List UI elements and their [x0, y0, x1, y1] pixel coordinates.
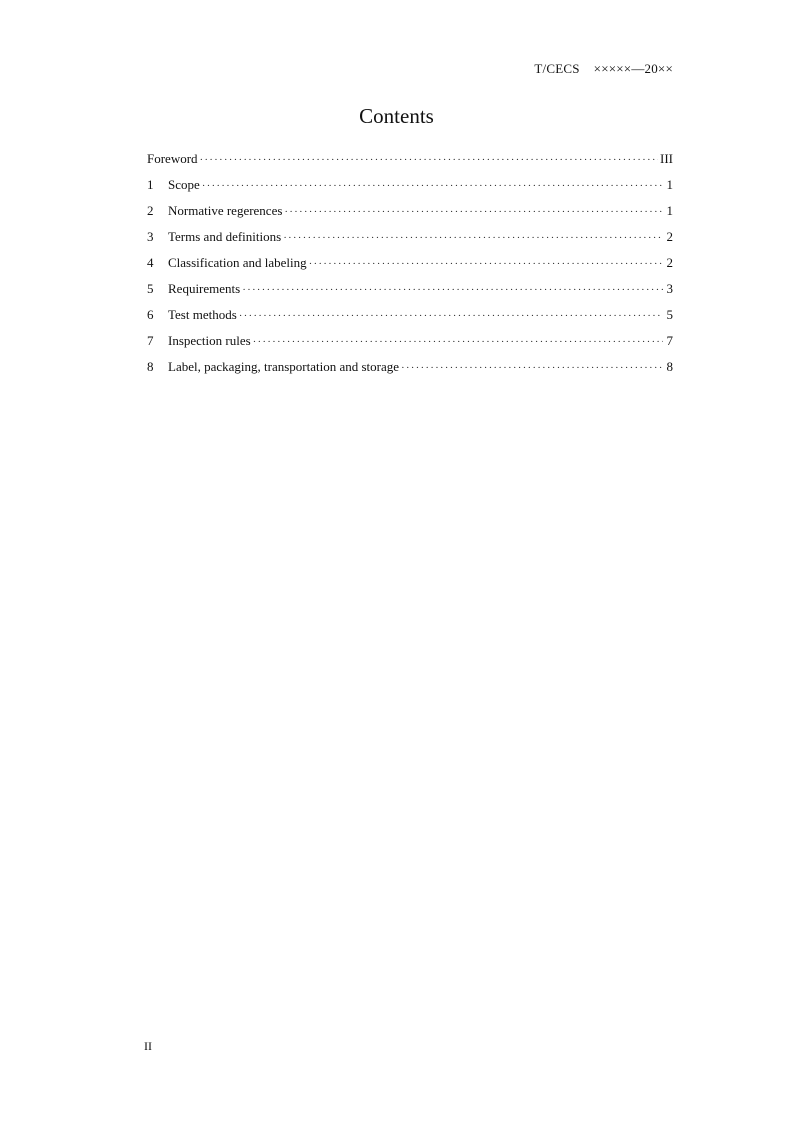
toc-entry-number: 7: [147, 333, 154, 348]
toc-entry-label: Label, packaging, transportation and storage: [168, 359, 400, 374]
toc-entry-number: 5: [147, 281, 154, 296]
toc-entry-number: 6: [147, 307, 154, 322]
toc-entry-test-methods[interactable]: [147, 307, 673, 333]
toc-entry-inspection-rules[interactable]: [147, 333, 673, 359]
standard-id: ×××××—20××: [593, 61, 673, 76]
toc-entry-label: Terms and definitions: [168, 229, 282, 244]
toc-entry-label: Scope: [168, 177, 200, 192]
toc-entry-label: Inspection rules: [168, 333, 251, 348]
toc-entry-page: 8: [666, 359, 673, 374]
toc-entry-label: Test methods: [168, 307, 237, 322]
toc-entry-number: 1: [147, 177, 154, 192]
page-number: II: [144, 1039, 152, 1053]
toc-entry-page: 2: [666, 255, 673, 270]
org-code: T/CECS: [534, 61, 580, 76]
toc-entry-page: 2: [666, 229, 673, 244]
toc-leader-dots: [309, 258, 663, 270]
toc-leader-dots: [253, 336, 663, 348]
toc-entry-label: Normative regerences: [168, 203, 283, 218]
toc-entry-number: 2: [147, 203, 154, 218]
toc-entry-page: 3: [666, 281, 673, 296]
toc-entry-page: 7: [666, 333, 673, 348]
toc-entry-foreword[interactable]: [147, 151, 673, 177]
toc-leader-dots: [284, 206, 663, 218]
toc-entry-label: Classification and labeling: [168, 255, 307, 270]
toc-leader-dots: [401, 362, 663, 374]
toc-entry-number: 3: [147, 229, 154, 244]
toc-entry-label-packaging[interactable]: [147, 359, 673, 385]
toc-leader-dots: [202, 180, 663, 192]
toc-entry-number: 4: [147, 255, 154, 270]
page-title: Contents: [359, 104, 434, 128]
toc-entry-number: 8: [147, 359, 154, 374]
toc-leader-dots: [200, 154, 658, 166]
toc-entry-label: Foreword: [147, 151, 198, 166]
table-of-contents: [147, 151, 673, 385]
toc-entry-page: 1: [666, 203, 673, 218]
toc-entry-page: 5: [666, 307, 673, 322]
toc-entry-requirements[interactable]: [147, 281, 673, 307]
toc-entry-classification-and-labeling[interactable]: [147, 255, 673, 281]
toc-entry-normative-references[interactable]: [147, 203, 673, 229]
toc-leader-dots: [283, 232, 663, 244]
document-header: [534, 61, 673, 77]
toc-entry-page: 1: [666, 177, 673, 192]
toc-entry-label: Requirements: [168, 281, 241, 296]
toc-leader-dots: [242, 284, 663, 296]
toc-entry-page: III: [660, 151, 673, 166]
toc-entry-terms-and-definitions[interactable]: [147, 229, 673, 255]
toc-leader-dots: [239, 310, 663, 322]
toc-entry-scope[interactable]: [147, 177, 673, 203]
